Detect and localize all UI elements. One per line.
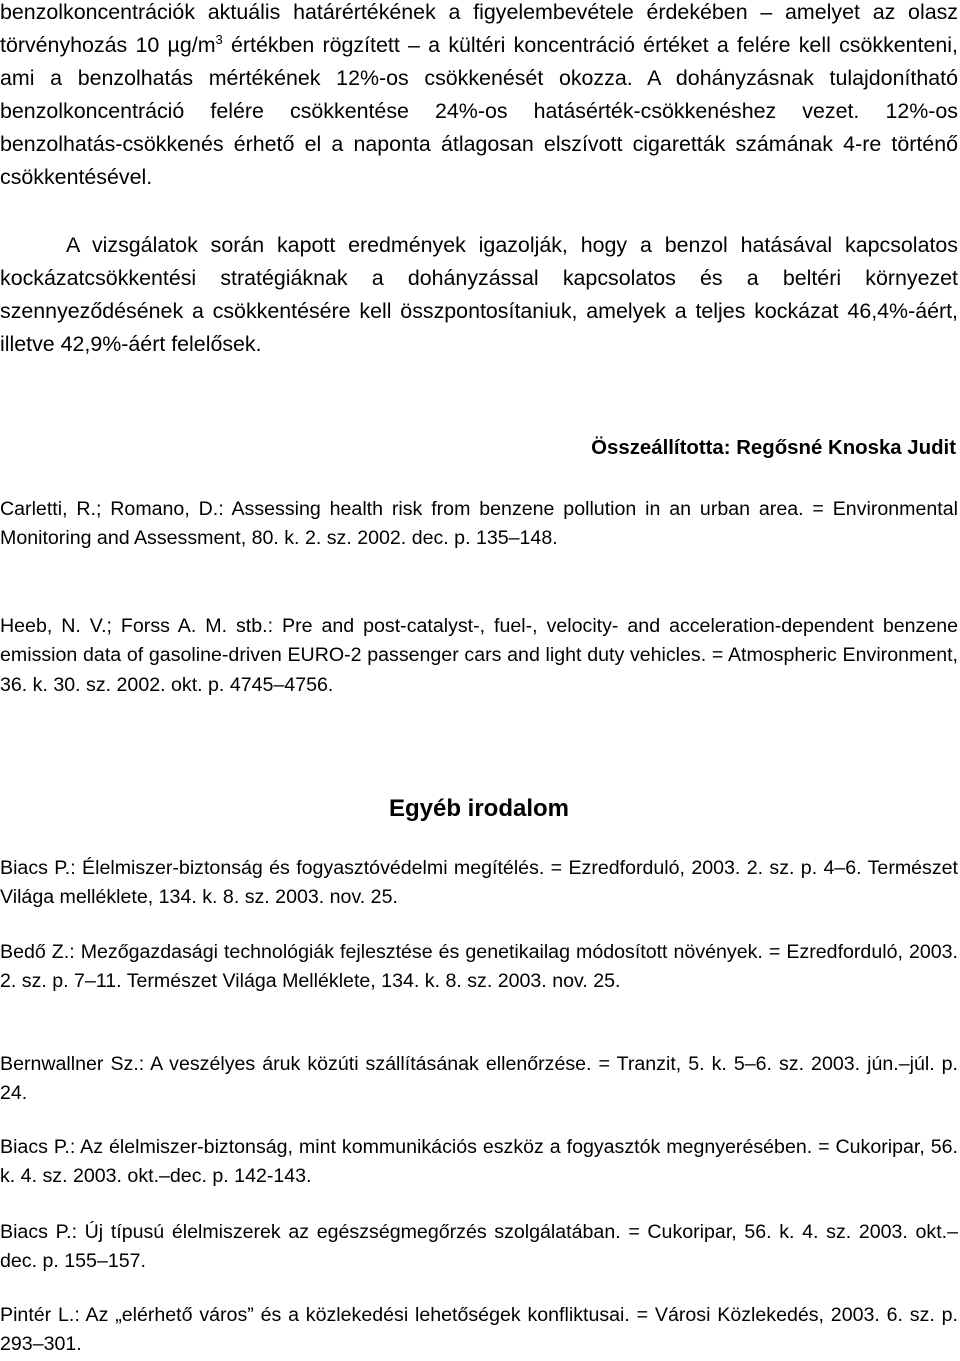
reference-text: : Új típusú élelmiszerek az egészségmegőrzés szolgálatában. = Cukoripar, 56. k. 4. sz. 2003. okt.–dec. p. 155–157.	[0, 1221, 959, 1273]
reference-text: : Pre and post-catalyst-, fuel-, velocity- and acceleration-dependent benzene emission data of gasoline-driven EURO-2 passenger cars and light duty vehicles. = Atmospheric Environment, 36. k. 30. sz. 2002. okt. p. 4745–4756.	[0, 615, 959, 696]
reference-author: Biacs P.	[0, 1221, 72, 1243]
section-title: Egyéb irodalom	[388, 795, 570, 822]
reference-text: : Assessing health risk from benzene pollution in an urban area. = Environmental Monitoring and Assessment, 80. k. 2. sz. 2002. dec. p. 135–148.	[0, 498, 958, 550]
reference-text: : Élelmiszer-biztonság és fogyasztóvédelmi megítélés. = Ezredforduló, 2003. 2. sz. p. 4–6. Természet Világa melléklete, 134. k. 8. sz. 2003. nov. 25.	[0, 857, 958, 909]
intro-paragraph-2: A vizsgálatok során kapott eredmények igazolják, hogy a benzol hatásával kapcsolatos kockázatcsökkentési stratégiáknak a dohányzással kapcsolatos és a beltéri környezet szennyeződésének a csökkentésére kell összpontosítaniuk, amelyek a teljes kockázat 46,4%-áért, illetve 42,9%-áért felelősek.	[0, 233, 958, 356]
intro-text-a: benzolkoncentrációk aktuális határértékének a figyelembevétele érdekében – amelyet az olasz törvényhozás 10 µg/m	[0, 0, 958, 57]
intro-text-b: értékben rögzített – a kültéri koncentráció értéket a felére kell csökkenteni, ami a benzolhatás mértékének 12%-os csökkenését okozza. A dohányzásnak tulajdonítható benzolkoncentráció felére csökkentése 24%-os hatásérték-csökkenéshez vezet. 12%-os benzolhatás-csökkenés érhető el a naponta átlagosan elszívott cigaretták számának 4-re történő csökkentésével.	[0, 33, 958, 189]
reference-text: : Az „elérhető város” és a közlekedési lehetőségek konfliktusai. = Városi Közlekedés, 2003. 6. sz. p. 293–301.	[0, 1304, 958, 1356]
reference-author: Carletti, R.; Romano, D.	[0, 498, 219, 520]
reference-2	[0, 612, 958, 700]
other-reference-2	[0, 938, 958, 997]
other-reference-1	[0, 854, 958, 913]
reference-text: : Mezőgazdasági technológiák fejlesztése és genetikailag módosított növények. = Ezredforduló, 2003. 2. sz. p. 7–11. Természet Világa Melléklete, 134. k. 8. sz. 2003. nov. 25.	[0, 941, 958, 993]
reference-author: Biacs P.	[0, 1136, 70, 1158]
reference-text: : Az élelmiszer-biztonság, mint kommunikációs eszköz a fogyasztók megnyerésében. = Cukoripar, 56. k. 4. sz. 2003. okt.–dec. p. 142-143.	[0, 1136, 958, 1188]
compiled-by: Összeállította: Regősné Knoska Judit	[591, 437, 956, 459]
other-reference-5	[0, 1218, 958, 1277]
other-reference-3	[0, 1050, 958, 1109]
reference-author: Biacs P.	[0, 857, 71, 879]
other-reference-4	[0, 1133, 958, 1192]
reference-author: Bedő Z.	[0, 941, 70, 963]
other-reference-6	[0, 1301, 958, 1360]
reference-author: Heeb, N. V.; Forss A. M. stb.	[0, 615, 268, 637]
intro-paragraph-1	[0, 0, 958, 194]
reference-text: : A veszélyes áruk közúti szállításának ellenőrzése. = Tranzit, 5. k. 5–6. sz. 2003. jún.–júl. p. 24.	[0, 1053, 958, 1105]
reference-1	[0, 495, 958, 554]
reference-author: Pintér L.	[0, 1304, 75, 1326]
superscript-3: 3	[215, 31, 223, 47]
reference-author: Bernwallner Sz.	[0, 1053, 139, 1075]
